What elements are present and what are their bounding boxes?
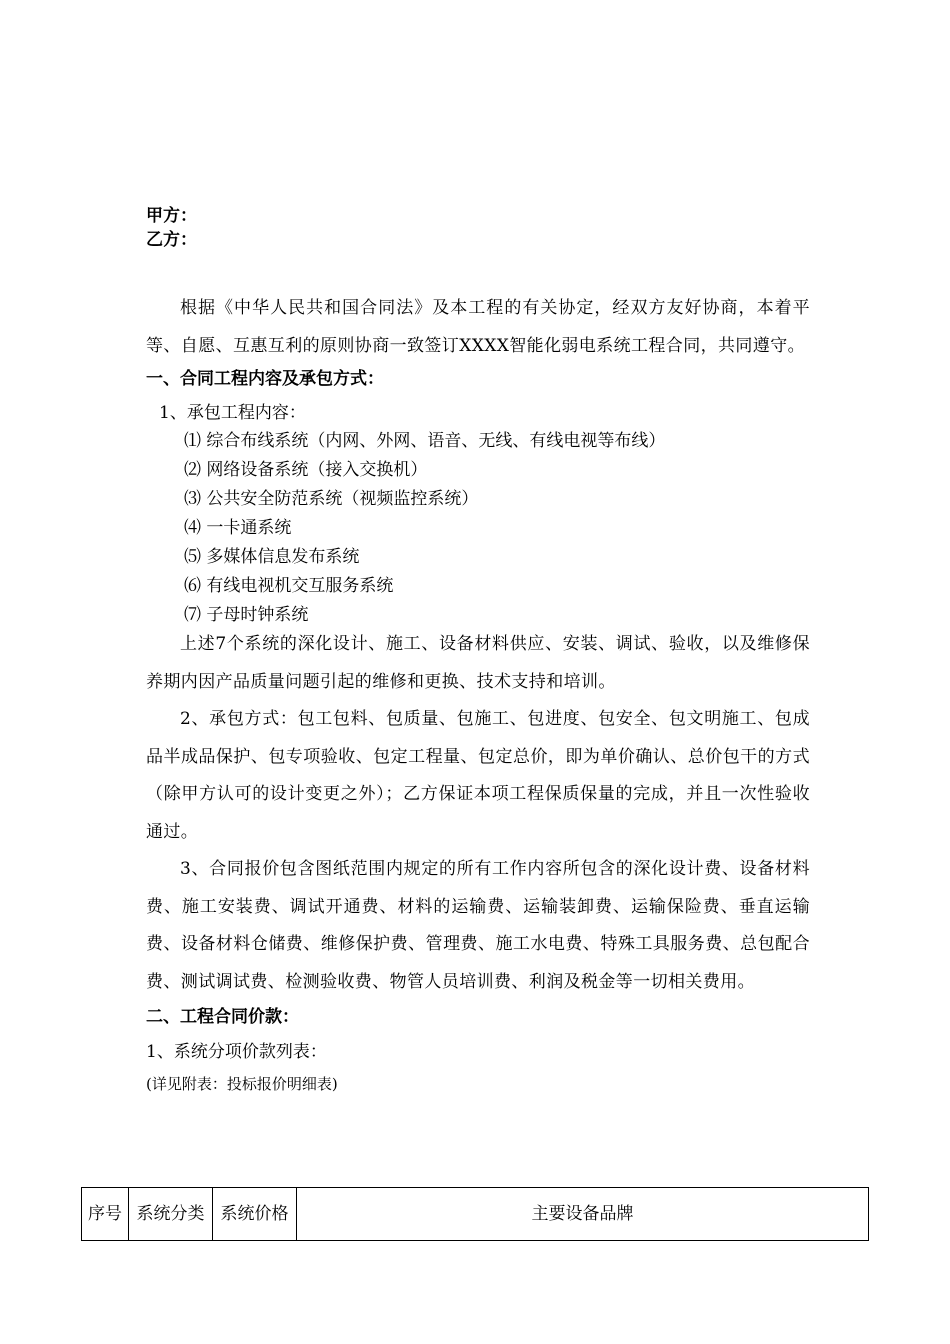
party-a-label: 甲方： (146, 206, 197, 226)
header-main-equipment-brand: 主要设备品牌 (297, 1188, 869, 1241)
header-serial-no: 序号 (82, 1188, 129, 1241)
quotation-scope-paragraph: 3、合同报价包含图纸范围内规定的所有工作内容所包含的深化设计费、设备材料费、施工安装费、调试开通费、材料的运输费、运输装卸费、运输保险费、垂直运输费、设备材料仓储费、维修保护费、管理费、施工水电费、特殊工具服务费、总包配合费、测试调试费、检测验收费、物管人员培训费、利润及税金等一切相关费用。 (146, 859, 810, 992)
party-b-label: 乙方： (146, 230, 197, 250)
price-breakdown-table (81, 1187, 869, 1241)
section-2-heading: 二、工程合同价款： (146, 1007, 299, 1027)
intro-paragraph: 根据《中华人民共和国合同法》及本工程的有关协定，经双方友好协商，本着平等、自愿、互惠互利的原则协商一致签订XXXX智能化弱电系统工程合同，共同遵守。 (146, 298, 810, 356)
header-system-category: 系统分类 (129, 1188, 213, 1241)
system-item: ⑴ 综合布线系统（内网、外网、语音、无线、有线电视等布线） (184, 431, 666, 451)
contract-method-paragraph: 2、承包方式：包工包料、包质量、包施工、包进度、包安全、包文明施工、包成品半成品保护、包专项验收、包定工程量、包定总价，即为单价确认、总价包干的方式（除甲方认可的设计变更之外）；乙方保证本项工程保质保量的完成，并且一次性验收通过。 (146, 709, 810, 842)
appendix-note: (详见附表：投标报价明细表) (146, 1075, 338, 1093)
system-item: ⑸ 多媒体信息发布系统 (184, 547, 360, 567)
system-item: ⑶ 公共安全防范系统（视频监控系统） (184, 489, 479, 509)
system-item: ⑹ 有线电视机交互服务系统 (184, 576, 394, 596)
section-1-item-1-title: 1、承包工程内容： (159, 403, 306, 423)
table-header-row (82, 1188, 869, 1241)
scope-paragraph: 上述7个系统的深化设计、施工、设备材料供应、安装、调试、验收，以及维修保养期内因产品质量问题引起的维修和更换、技术支持和培训。 (146, 634, 810, 692)
system-item: ⑵ 网络设备系统（接入交换机） (184, 460, 428, 480)
section-1-heading: 一、合同工程内容及承包方式： (146, 369, 384, 389)
section-2-item-1-title: 1、系统分项价款列表： (146, 1042, 327, 1062)
system-item: ⑺ 子母时钟系统 (184, 605, 309, 625)
header-system-price: 系统价格 (213, 1188, 297, 1241)
document-body (146, 204, 810, 1095)
system-item: ⑷ 一卡通系统 (184, 518, 292, 538)
systems-list (146, 427, 810, 630)
